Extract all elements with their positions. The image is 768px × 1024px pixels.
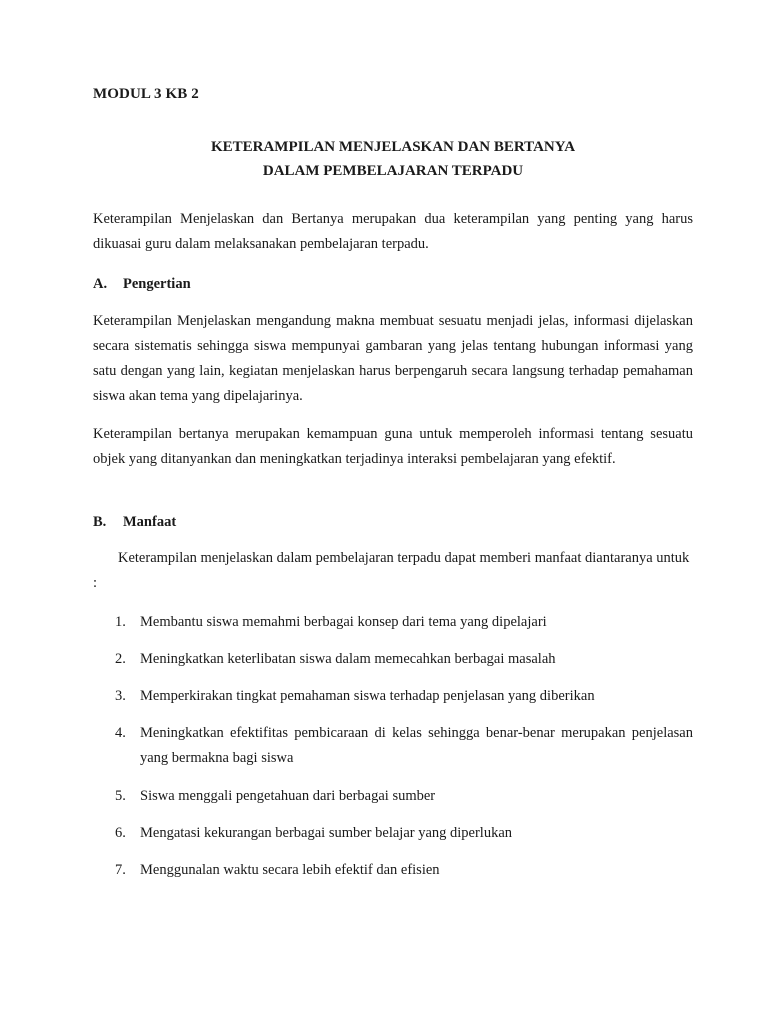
document-page [93, 0, 693, 1024]
list-item-text: Meningkatkan efektifitas pembicaraan di kelas sehingga benar-benar merupakan penjelasan yang bermakna bagi siswa [140, 725, 693, 766]
section-b-letter: B. [93, 514, 107, 530]
list-item-number: 1. [115, 614, 126, 630]
definition-paragraph-2: Keterampilan bertanya merupakan kemampuan guna untuk memperoleh informasi tentang sesuatu objek yang ditanyankan dan meningkatkan terjadinya interaksi pembelajaran yang efektif. [93, 426, 693, 467]
list-item-text: Siswa menggali pengetahuan dari berbagai sumber [140, 788, 436, 804]
document-title-line-1: KETERAMPILAN MENJELASKAN DAN BERTANYA [210, 139, 576, 155]
list-item-number: 2. [115, 651, 126, 667]
list-item-number: 7. [115, 862, 126, 878]
module-label: MODUL 3 KB 2 [93, 86, 199, 102]
list-item-number: 5. [115, 788, 126, 804]
list-item-text: Mengatasi kekurangan berbagai sumber belajar yang diperlukan [140, 825, 513, 841]
definition-paragraph-1: Keterampilan Menjelaskan mengandung makna membuat sesuatu menjadi jelas, informasi dijelaskan secara sistematis sehingga siswa mempunyai gambaran yang jelas tentang hubungan informasi yang satu dengan yang lain, kegiatan menjelaskan harus berpengaruh secara langsung terhadap pemahaman siswa akan tema yang dipelajarinya. [93, 313, 693, 404]
list-item-number: 3. [115, 688, 126, 704]
section-b-title: Manfaat [123, 514, 177, 530]
section-a-letter: A. [93, 276, 108, 292]
list-item-text: Menggunalan waktu secara lebih efektif dan efisien [140, 862, 440, 878]
section-a-title: Pengertian [123, 276, 191, 292]
benefits-intro-paragraph: Keterampilan menjelaskan dalam pembelajaran terpadu dapat memberi manfaat diantaranya untuk : [93, 550, 690, 591]
list-item-text: Meningkatkan keterlibatan siswa dalam memecahkan berbagai masalah [140, 651, 556, 667]
intro-paragraph: Keterampilan Menjelaskan dan Bertanya merupakan dua keterampilan yang penting yang harus dikuasai guru dalam melaksanakan pembelajaran terpadu. [93, 211, 693, 252]
list-item-text: Memperkirakan tingkat pemahaman siswa terhadap penjelasan yang diberikan [140, 688, 595, 704]
list-item-text: Membantu siswa memahmi berbagai konsep dari tema yang dipelajari [140, 614, 547, 630]
section-b-heading [93, 514, 176, 531]
list-item-number: 6. [115, 825, 126, 841]
document-title-line-2: DALAM PEMBELAJARAN TERPADU [262, 163, 524, 179]
section-a-heading [93, 276, 191, 293]
list-item-number: 4. [115, 725, 126, 741]
